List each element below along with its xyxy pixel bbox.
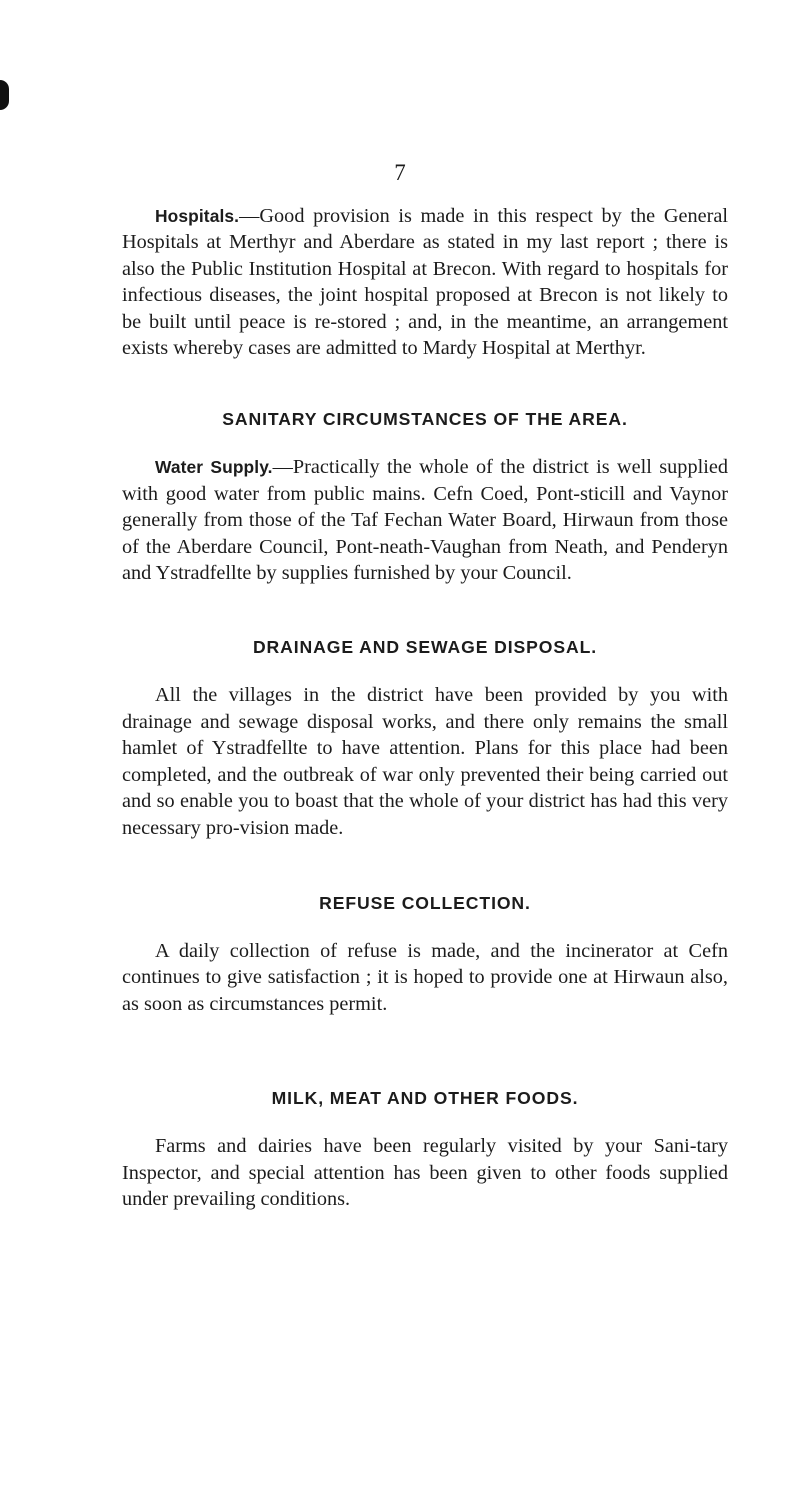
water-supply-text: —Practically the whole of the district is well supplied with good water from public mains. Cefn Coed, Pont-sticill and Vaynor generally from those of the Taf Fechan Water Board, Hirwaun from those of the Aberdare Council, Pont-neath-Vaughan from Neath, and Penderyn and Ystradfellte by supplies furnished by your Council. [122,456,728,585]
refuse-paragraph: A daily collection of refuse is made, and the incinerator at Cefn continues to give satisfaction ; it is hoped to provide one at Hirwaun also, as soon as circumstances permit. [122,939,728,1015]
water-supply-paragraph [122,454,728,586]
hospitals-paragraph [122,203,728,361]
foods-paragraph: Farms and dairies have been regularly visited by your Sani-tary Inspector, and special attention has been given to other foods supplied under prevailing conditions. [122,1135,728,1210]
drainage-paragraph: All the villages in the district have been provided by you with drainage and sewage disposal works, and there only remains the small hamlet of Ystradfellte to have attention. Plans for this place had been completed, and the outbreak of war only prevented their being carried out and so enable you to boast that the whole of your district has had this very necessary pro-vision made. [122,684,728,839]
scan-edge-mark [0,80,9,110]
refuse-collection-heading: REFUSE COLLECTION. [319,892,531,913]
hospitals-heading: Hospitals. [155,206,240,226]
foods-heading: MILK, MEAT AND OTHER FOODS. [271,1088,579,1109]
hospitals-text: —Good provision is made in this respect by the General Hospitals at Merthyr and Aberdare as stated in my last report ; there is also the Public Institution Hospital at Brecon. With regard to hospitals for infectious diseases, the joint hospital proposed at Brecon is not likely to be built until peace is re-stored ; and, in the meantime, an arrangement exists whereby cases are admitted to Mardy Hospital at Merthyr. [122,205,728,360]
water-supply-heading: Water Supply. [155,457,273,478]
page-number: 7 [394,160,406,185]
sanitary-circumstances-heading: SANITARY CIRCUMSTANCES OF THE AREA. [222,409,628,430]
report-body [122,203,728,1212]
drainage-heading: DRAINAGE AND SEWAGE DISPOSAL. [252,637,598,658]
